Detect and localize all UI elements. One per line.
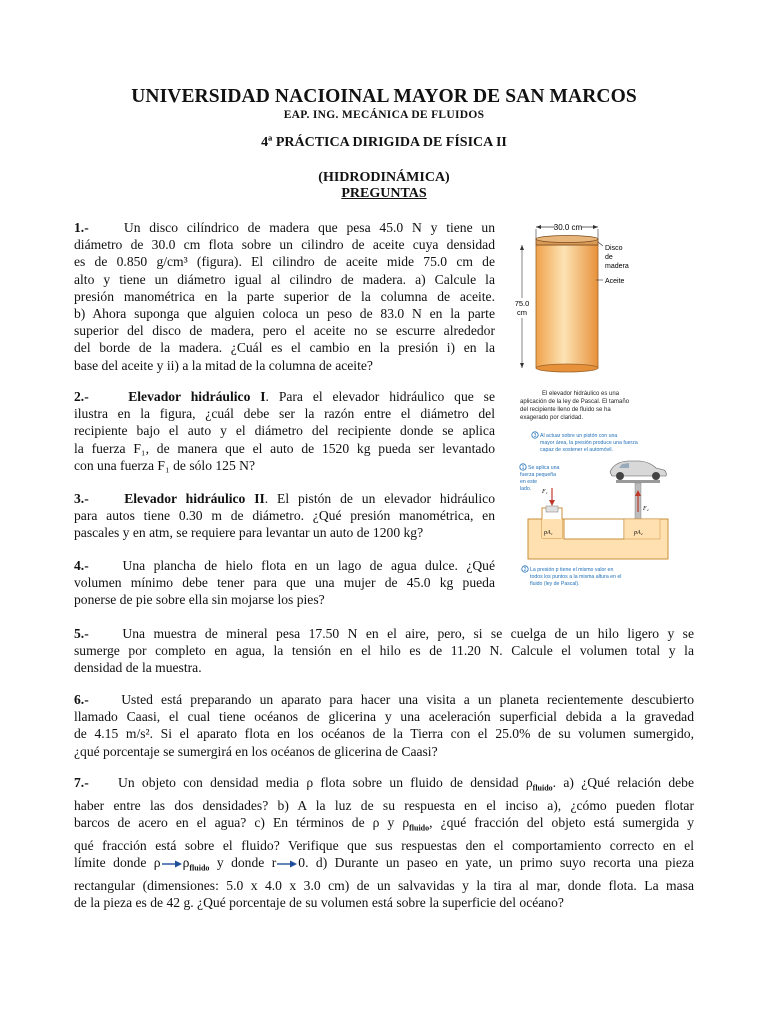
- subscript-fluido: fluido: [532, 783, 553, 793]
- question-text: alto y tiene un diámetro igual al cilindro de madera. a) Calcule la: [74, 271, 495, 287]
- figure-caption: exagerado por claridad.: [520, 415, 584, 421]
- question-title: Elevador hidráulico II: [124, 491, 265, 506]
- question-text: ρ: [182, 855, 190, 871]
- question-text: Usted está preparando un aparato para hacer una visita a un planeta recientemente descubierto: [121, 692, 694, 707]
- arrow-right-icon: [593, 225, 598, 229]
- svg-text:3: 3: [533, 433, 537, 439]
- question-text: densidad de la muestra.: [74, 660, 202, 676]
- disk-label: Disco: [605, 245, 623, 252]
- question-4: [74, 557, 495, 609]
- question-text: es de 0.850 g/cm³ (figura). El cilindro de aceite mide 75.0 cm de: [74, 254, 495, 270]
- question-text: barcos de acero en el agua? c) En términos de ρ y ρ: [74, 815, 410, 831]
- force-f2-label: F₂: [643, 506, 649, 512]
- car-icon: [610, 461, 666, 480]
- question-text: . El pistón de un elevador hidráulico: [264, 491, 495, 506]
- question-text: ¿qué porcentaje se sumergirá en los océanos de glicerina de Caasi?: [74, 743, 438, 759]
- note-1: lado.: [520, 486, 532, 492]
- note-2: fluido (ley de Pascal).: [530, 581, 580, 587]
- force-f1-label: F₁: [542, 489, 548, 495]
- arrow-left-icon: [536, 225, 541, 229]
- question-text: y donde r: [209, 855, 277, 871]
- question-text: llamado Caasi, el cual tiene océanos de glicerina y una aceleración superficial debida a la gravedad: [74, 709, 694, 725]
- question-text: haber entre las dos densidades? b) A la luz de su respuesta en el inciso a), ¿cómo pueden flotar: [74, 797, 694, 813]
- pa1-label: pA₁: [544, 530, 553, 536]
- subscript-fluido: fluido: [409, 823, 430, 833]
- question-text: Un disco cilíndrico de madera que pesa 45.0 N y tiene un: [123, 220, 495, 235]
- practice-title: 4ª PRÁCTICA DIRIGIDA DE FÍSICA II: [261, 135, 507, 150]
- svg-text:1: 1: [521, 465, 525, 471]
- question-number: 7.-: [74, 775, 89, 790]
- question-text: base del aceite y ii) a la mitad de la columna de aceite?: [74, 357, 373, 373]
- question-text: límite donde ρ: [74, 855, 161, 871]
- question-number: 5.-: [74, 626, 89, 641]
- note-3: capaz de sostener el automóvil.: [540, 447, 613, 453]
- width-label: 30.0 cm: [553, 223, 583, 232]
- question-text: Un objeto con densidad media ρ flota sobre un fluido de densidad ρ: [118, 775, 533, 790]
- question-text: la fuerza F₁, de manera que el auto de 1520 kg pueda ser levantado: [74, 440, 495, 456]
- section-heading: PREGUNTAS: [341, 186, 427, 201]
- question-number: 6.-: [74, 692, 89, 707]
- note-3: Al actuar sobre un pistón con una: [540, 433, 618, 439]
- question-text: Una plancha de hielo flota en un lago de agua dulce. ¿Qué: [122, 558, 496, 573]
- pa2-label: pA₂: [634, 530, 643, 536]
- height-label: 75.0: [514, 299, 530, 308]
- figure-caption: aplicación de la ley de Pascal. El tamaño: [520, 399, 630, 405]
- question-7: [74, 774, 694, 912]
- question-text: presión manométrica en la parte superior de la columna de aceite.: [74, 288, 495, 304]
- question-text: rectangular (dimensiones: 5.0 x 4.0 x 3.0 cm) de un salvavidas y la tira al mar, donde flota. La masa: [74, 878, 694, 894]
- note-3: mayor área, la presión produce una fuerza: [540, 440, 638, 446]
- hydraulic-lift-figure: [516, 388, 676, 594]
- figure-caption: El elevador hidráulico es una: [542, 391, 620, 397]
- note-2: La presión p tiene el mismo valor en: [530, 567, 614, 573]
- question-text: sumerge por completo en agua, la tensión en el hilo es de 11.20 N. Calcule el volumen total y la: [74, 643, 694, 659]
- university-title: UNIVERSIDAD NACIOINAL MAYOR DE SAN MARCOS: [131, 86, 637, 107]
- question-text: pascales y en atm, se requiere para levantar un auto de 1200 kg?: [74, 525, 424, 541]
- right-arrow-icon: [276, 859, 298, 869]
- question-text: recipiente bajo el auto y el diámetro del recipiente donde se aplica: [74, 423, 495, 439]
- question-2: [74, 388, 495, 474]
- question-text: ilustra en la figura, ¿cuál debe ser la razón entre el diámetro del: [74, 406, 495, 422]
- question-number: 4.-: [74, 558, 89, 573]
- height-unit: cm: [517, 308, 527, 317]
- note-1: en este: [520, 479, 538, 485]
- question-text: diámetro de 30.0 cm flota sobre un cilindro de aceite cuya densidad: [74, 237, 495, 253]
- note-2: todos los puntos a la misma altura en el: [530, 574, 622, 580]
- figure-caption: del recipiente lleno de fluido se ha: [520, 407, 611, 413]
- subscript-fluido: fluido: [189, 863, 210, 873]
- question-text: Una muestra de mineral pesa 17.50 N en el aire, pero, si se cuelga de un hilo ligero y se: [122, 626, 695, 641]
- question-text: . Para el elevador hidráulico que se: [265, 389, 495, 404]
- question-number: 3.-: [74, 491, 89, 506]
- right-arrow-icon: [161, 859, 183, 869]
- question-text: qué fracción está sobre el fluido? Verifique que sus respuestas den el comportamiento correcto en el: [74, 838, 694, 854]
- question-text: con una fuerza F₁ de sólo 125 N?: [74, 457, 256, 473]
- question-text: 0. d) Durante un paseo en yate, un primo suyo recorta una pieza: [298, 855, 694, 871]
- oil-cylinder-figure: [512, 218, 662, 378]
- note-1: Se aplica una: [528, 465, 560, 471]
- oil-column: [536, 245, 598, 368]
- school-subtitle: EAP. ING. MECÁNICA DE FLUIDOS: [283, 109, 485, 121]
- topic-title: (HIDRODINÁMICA): [318, 170, 450, 185]
- question-number: 1.-: [74, 220, 89, 235]
- question-text: . a) ¿Qué relación debe: [552, 775, 695, 790]
- question-3: [74, 490, 495, 542]
- question-text: superior del disco de madera, pero el aceite no se escurre alrededor: [74, 323, 495, 339]
- question-text: ponerse de pie sobre ella sin mojarse los pies?: [74, 592, 325, 608]
- question-title: Elevador hidráulico I: [128, 389, 266, 404]
- question-number: 2.-: [74, 389, 89, 404]
- question-text: para autos tiene 0.30 m de diámetro. ¿Qué presión manométrica, en: [74, 508, 495, 524]
- question-text: del borde de la madera. ¿Cuál es el cambio en la presión i) en la: [74, 340, 495, 356]
- question-text: volumen mínimo debe tener para que una mujer de 45.0 kg pueda: [74, 575, 495, 591]
- question-5: [74, 625, 694, 677]
- question-text: de la pieza es de 42 g. ¿Qué porcentaje de su volumen está sobre la superficie del océano?: [74, 895, 564, 911]
- question-text: de 4.15 m/s². Si el aparato flota en los océanos de la Tierra con el 25.0% de su volumen sumergido,: [74, 726, 694, 742]
- disk-label-3: madera: [605, 263, 629, 270]
- question-text: b) Ahora suponga que alguien coloca un peso de 83.0 N en la parte: [74, 306, 495, 322]
- oil-label: Aceite: [605, 278, 625, 285]
- svg-text:2: 2: [523, 567, 527, 573]
- question-1: [74, 219, 495, 374]
- note-1: fuerza pequeña: [520, 472, 557, 478]
- disk-label-2: de: [605, 254, 613, 261]
- question-6: [74, 691, 694, 760]
- question-text: , ¿qué fracción del objeto está sumergida y: [429, 815, 694, 831]
